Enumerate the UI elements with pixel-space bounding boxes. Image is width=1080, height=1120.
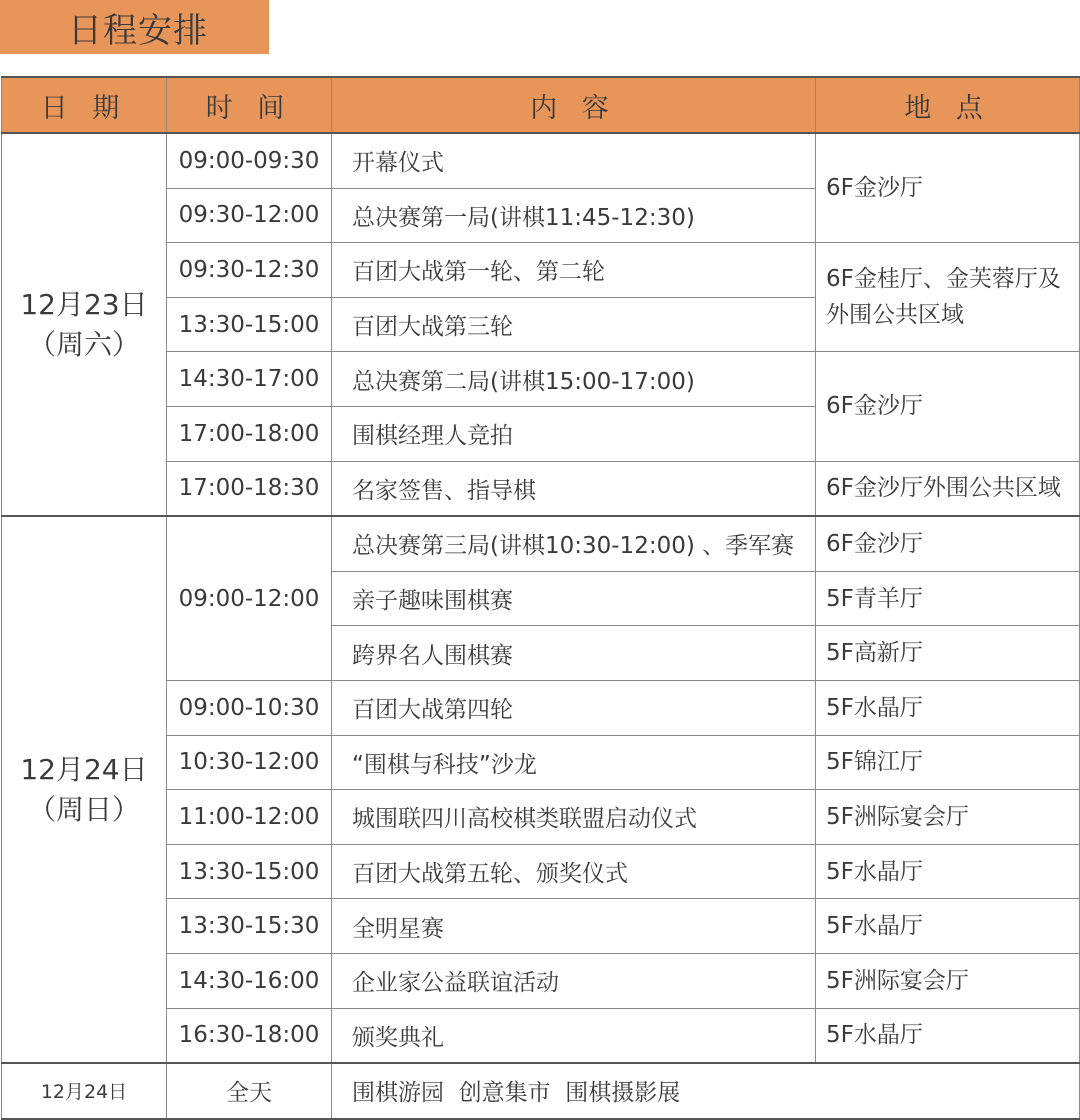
time-cell: 11:00-12:00 [167,790,332,845]
header-content: 内 容 [332,77,816,133]
place-cell: 5F水晶厅 [816,899,1080,954]
table-row-all-day [2,1063,1080,1119]
content-cell: “围棋与科技”沙龙 [332,735,816,790]
footer-time-cell: 全天 [167,1063,332,1119]
day1-date-cell [2,133,167,516]
content-cell: 企业家公益联谊活动 [332,953,816,1008]
content-cell: 百团大战第四轮 [332,680,816,735]
place-cell: 6F金沙厅 [816,133,1080,243]
time-cell: 09:00-10:30 [167,680,332,735]
title-banner [0,0,269,54]
time-cell: 17:00-18:30 [167,461,332,516]
time-cell: 17:00-18:00 [167,406,332,461]
header-time: 时 间 [167,77,332,133]
place-cell: 6F金沙厅 [816,516,1080,571]
day1-weekday: （周六） [27,327,140,361]
time-cell: 14:30-16:00 [167,953,332,1008]
footer-date-cell: 12月24日 [2,1063,167,1119]
content-cell: 总决赛第二局(讲棋15:00-17:00) [332,352,816,407]
day2-date-cell [2,516,167,1063]
time-cell: 09:30-12:30 [167,243,332,298]
content-cell: 百团大战第三轮 [332,297,816,352]
time-cell: 09:00-12:00 [167,516,332,680]
content-cell: 总决赛第一局(讲棋11:45-12:30) [332,188,816,243]
time-cell: 13:30-15:00 [167,297,332,352]
place-cell: 5F水晶厅 [816,844,1080,899]
header-place: 地 点 [816,77,1080,133]
header-date: 日 期 [2,77,167,133]
content-cell: 开幕仪式 [332,133,816,188]
content-cell: 围棋经理人竞拍 [332,406,816,461]
time-cell: 13:30-15:00 [167,844,332,899]
content-cell: 全明星赛 [332,899,816,954]
table-header-row [2,77,1080,133]
place-cell: 6F金沙厅 [816,352,1080,461]
content-cell: 名家签售、指导棋 [332,461,816,516]
page-title: 日程安排 [68,10,208,51]
content-cell: 百团大战第一轮、第二轮 [332,243,816,298]
table-row [2,516,1080,571]
footer-content-cell: 围棋游园 创意集市 围棋摄影展 [332,1063,1080,1119]
place-cell: 5F青羊厅 [816,571,1080,626]
content-cell: 总决赛第三局(讲棋10:30-12:00) 、季军赛 [332,516,816,571]
place-cell: 5F锦江厅 [816,735,1080,790]
table-row [2,133,1080,188]
schedule-table [1,76,1080,1120]
time-cell: 13:30-15:30 [167,899,332,954]
content-cell: 跨界名人围棋赛 [332,626,816,681]
content-cell: 颁奖典礼 [332,1008,816,1063]
time-cell: 10:30-12:00 [167,735,332,790]
content-cell: 百团大战第五轮、颁奖仪式 [332,844,816,899]
time-cell: 16:30-18:00 [167,1008,332,1063]
time-cell: 09:30-12:00 [167,188,332,243]
time-cell: 09:00-09:30 [167,133,332,188]
day1-date: 12月23日 [20,287,148,321]
content-cell: 城围联四川高校棋类联盟启动仪式 [332,790,816,845]
place-cell: 5F水晶厅 [816,1008,1080,1063]
place-cell: 5F洲际宴会厅 [816,790,1080,845]
place-cell: 5F水晶厅 [816,680,1080,735]
place-cell: 5F高新厅 [816,626,1080,681]
time-cell: 14:30-17:00 [167,352,332,407]
day2-date: 12月24日 [20,752,148,786]
day2-weekday: （周日） [27,792,140,826]
place-cell: 5F洲际宴会厅 [816,953,1080,1008]
place-cell: 6F金沙厅外围公共区域 [816,461,1080,516]
content-cell: 亲子趣味围棋赛 [332,571,816,626]
place-cell: 6F金桂厅、金芙蓉厅及外围公共区域 [816,243,1080,352]
